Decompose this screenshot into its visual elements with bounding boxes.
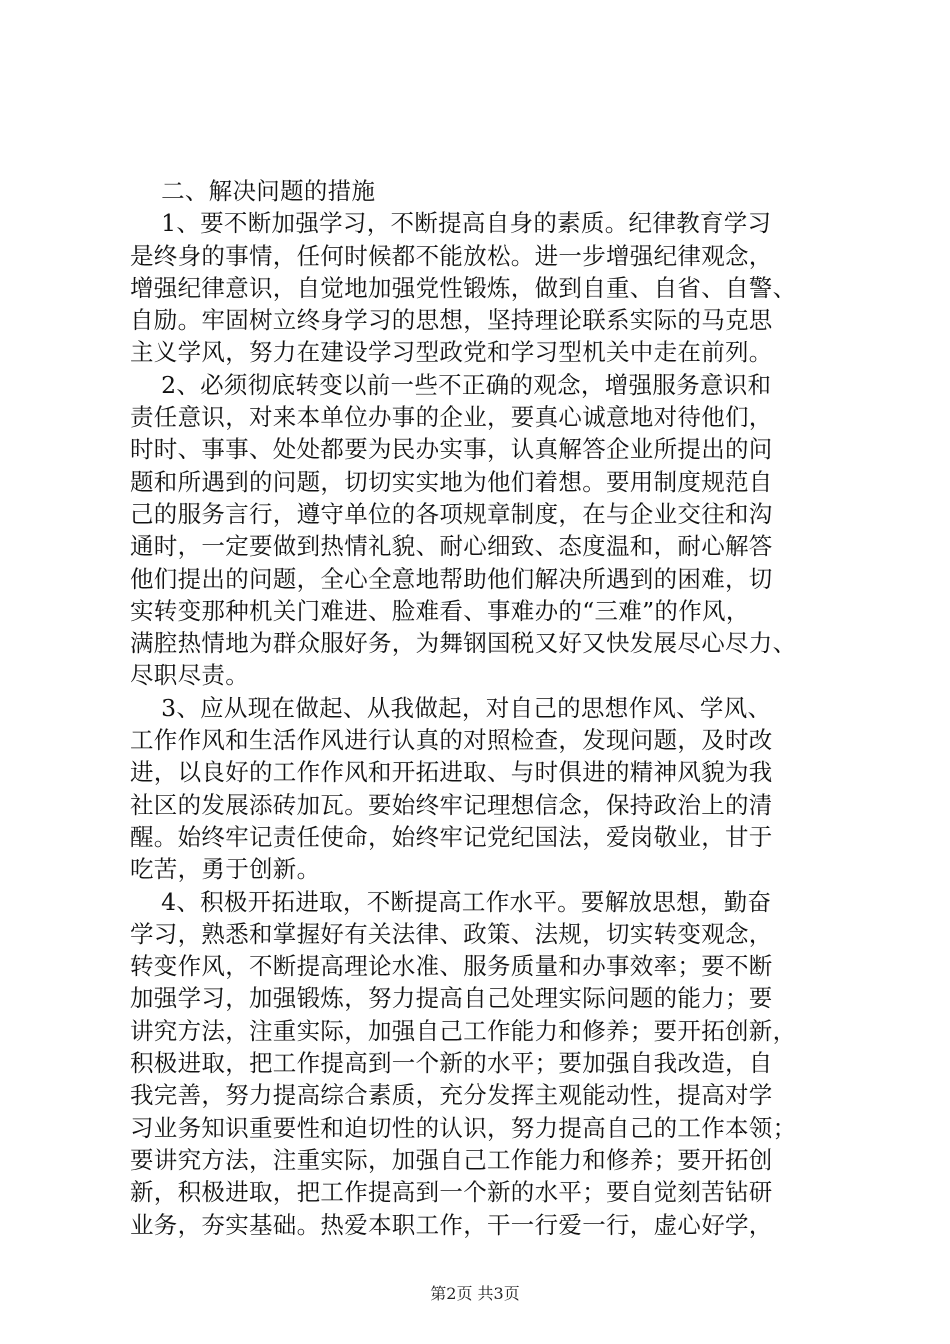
text-line: 通时，一定要做到热情礼貌、耐心细致、态度温和，耐心解答 bbox=[130, 532, 773, 561]
text-line: 学习，熟悉和掌握好有关法律、政策、法规，切实转变观念， bbox=[130, 919, 773, 948]
text-line: 3、应从现在做起、从我做起，对自己的思想作风、学风、 bbox=[130, 693, 772, 722]
text-line: 2、必须彻底转变以前一些不正确的观念，增强服务意识和 bbox=[130, 370, 772, 399]
text-line: 吃苦，勇于创新。 bbox=[130, 855, 321, 884]
text-line: 醒。始终牢记责任使命，始终牢记党纪国法，爱岗敬业，甘于 bbox=[130, 822, 773, 851]
text-line: 讲究方法，注重实际，加强自己工作能力和修养；要开拓创新， bbox=[130, 1016, 797, 1045]
page-number-footer: 第2页 共3页 bbox=[430, 1284, 520, 1303]
text-line: 满腔热情地为群众服好务，为舞钢国税又好又快发展尽心尽力、 bbox=[130, 629, 797, 658]
document-body bbox=[130, 175, 830, 1241]
text-line: 要讲究方法，注重实际，加强自己工作能力和修养；要开拓创 bbox=[130, 1145, 773, 1174]
text-line: 1、要不断加强学习，不断提高自身的素质。纪律教育学习 bbox=[130, 209, 772, 238]
text-line: 题和所遇到的问题，切切实实地为他们着想。要用制度规范自 bbox=[130, 467, 773, 496]
text-line: 尽职尽责。 bbox=[130, 661, 249, 690]
text-line: 我完善，努力提高综合素质，充分发挥主观能动性，提高对学 bbox=[130, 1081, 773, 1110]
text-line: 责任意识，对来本单位办事的企业，要真心诚意地对待他们， bbox=[130, 403, 773, 432]
text-line: 进，以良好的工作作风和开拓进取、与时俱进的精神风貌为我 bbox=[130, 758, 773, 787]
text-line: 他们提出的问题，全心全意地帮助他们解决所遇到的困难，切 bbox=[130, 564, 773, 593]
text-line: 习业务知识重要性和迫切性的认识，努力提高自己的工作本领； bbox=[130, 1113, 797, 1142]
text-line: 主义学风，努力在建设学习型政党和学习型机关中走在前列。 bbox=[130, 338, 773, 367]
text-line: 自励。牢固树立终身学习的思想，坚持理论联系实际的马克思 bbox=[130, 306, 773, 335]
text-line: 业务，夯实基础。热爱本职工作，干一行爱一行，虚心好学， bbox=[130, 1210, 773, 1239]
text-line: 增强纪律意识，自觉地加强党性锻炼，做到自重、自省、自警、 bbox=[130, 273, 797, 302]
text-line: 实转变那种机关门难进、脸难看、事难办的“三难”的作风， bbox=[130, 596, 750, 625]
text-line: 时时、事事、处处都要为民办实事，认真解答企业所提出的问 bbox=[130, 435, 773, 464]
text-line: 己的服务言行，遵守单位的各项规章制度，在与企业交往和沟 bbox=[130, 499, 773, 528]
text-line: 新，积极进取，把工作提高到一个新的水平；要自觉刻苦钻研 bbox=[130, 1178, 773, 1207]
text-line: 4、积极开拓进取，不断提高工作水平。要解放思想，勤奋 bbox=[130, 887, 772, 916]
text-line: 是终身的事情，任何时候都不能放松。进一步增强纪律观念， bbox=[130, 241, 773, 270]
text-line: 工作作风和生活作风进行认真的对照检查，发现问题，及时改 bbox=[130, 726, 773, 755]
text-line: 加强学习，加强锻炼，努力提高自己处理实际问题的能力；要 bbox=[130, 984, 773, 1013]
text-line: 社区的发展添砖加瓦。要始终牢记理想信念，保持政治上的清 bbox=[130, 790, 773, 819]
text-line: 转变作风，不断提高理论水准、服务质量和办事效率；要不断 bbox=[130, 952, 773, 981]
text-line: 积极进取，把工作提高到一个新的水平；要加强自我改造，自 bbox=[130, 1049, 773, 1078]
text-line: 二、解决问题的措施 bbox=[130, 177, 376, 205]
